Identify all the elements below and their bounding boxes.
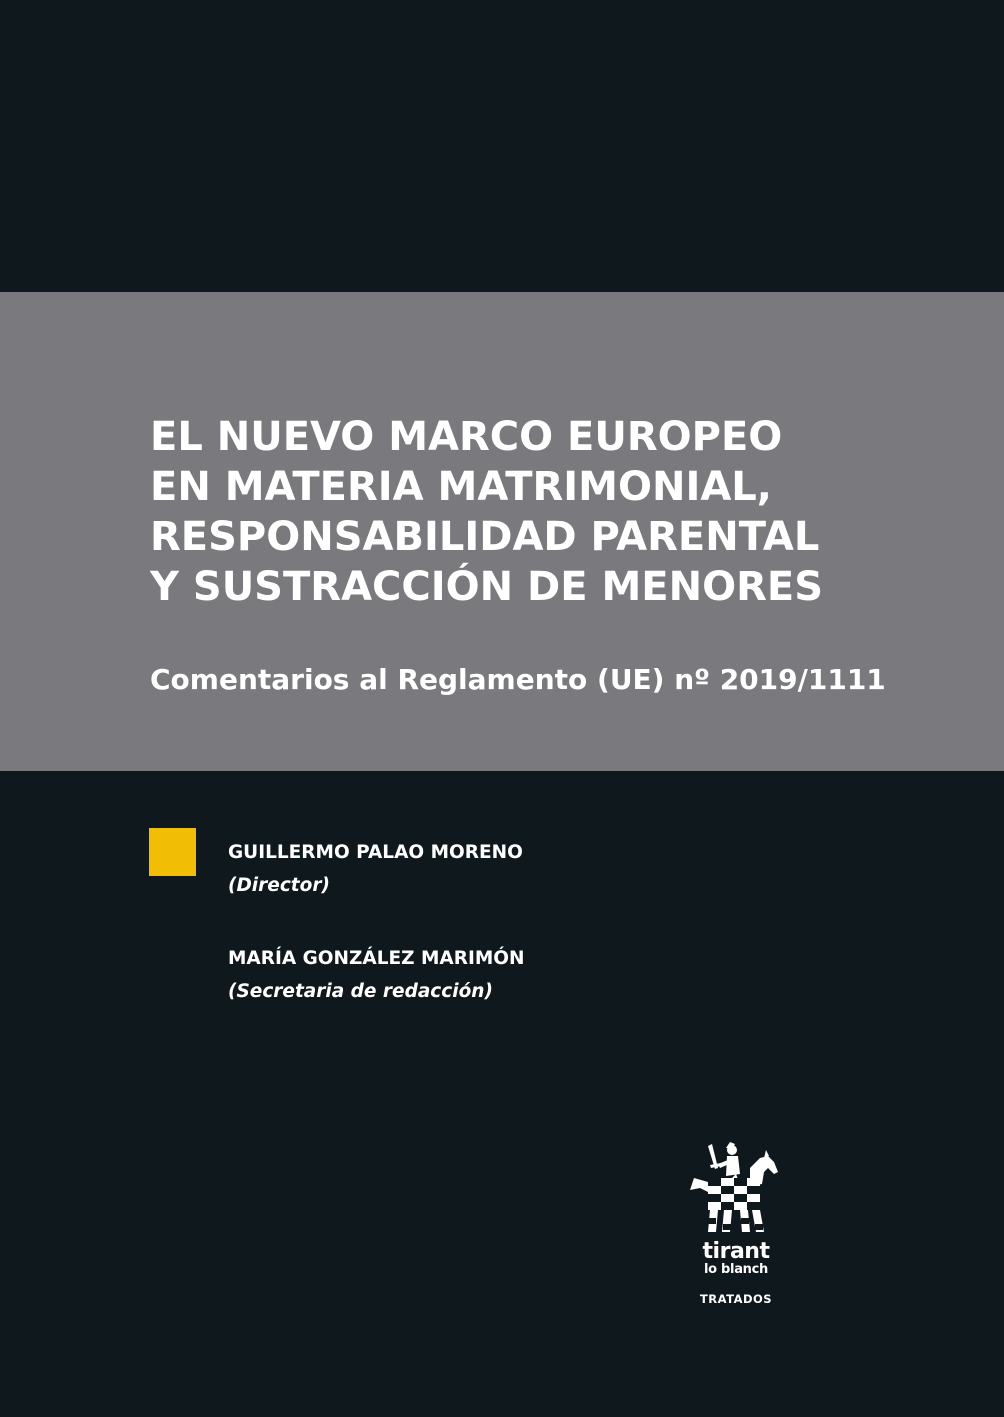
author-name: GUILLERMO PALAO MORENO	[228, 842, 523, 863]
author-role: (Director)	[228, 875, 330, 896]
title-line: EN MATERIA MATRIMONIAL,	[150, 464, 772, 510]
publisher-name: tirant	[702, 1239, 770, 1264]
knight-on-horse-icon	[688, 1138, 784, 1238]
author-entry	[228, 944, 828, 1010]
title-line: EL NUEVO MARCO EUROPEO	[150, 414, 783, 460]
author-role: (Secretaria de redacción)	[228, 981, 493, 1002]
publisher-logo	[688, 1138, 784, 1306]
publisher-subname: lo blanch	[704, 1262, 768, 1277]
author-name: MARÍA GONZÁLEZ MARIMÓN	[228, 948, 525, 969]
author-entry	[228, 838, 828, 904]
title-line: Y SUSTRACCIÓN DE MENORES	[150, 564, 824, 610]
book-subtitle: Comentarios al Reglamento (UE) nº 2019/1111	[150, 663, 886, 696]
accent-square	[149, 828, 196, 876]
title-line: RESPONSABILIDAD PARENTAL	[150, 514, 820, 560]
authors-list	[228, 838, 828, 1010]
collection-label: TRATADOS	[699, 1292, 773, 1306]
book-title	[150, 412, 970, 612]
